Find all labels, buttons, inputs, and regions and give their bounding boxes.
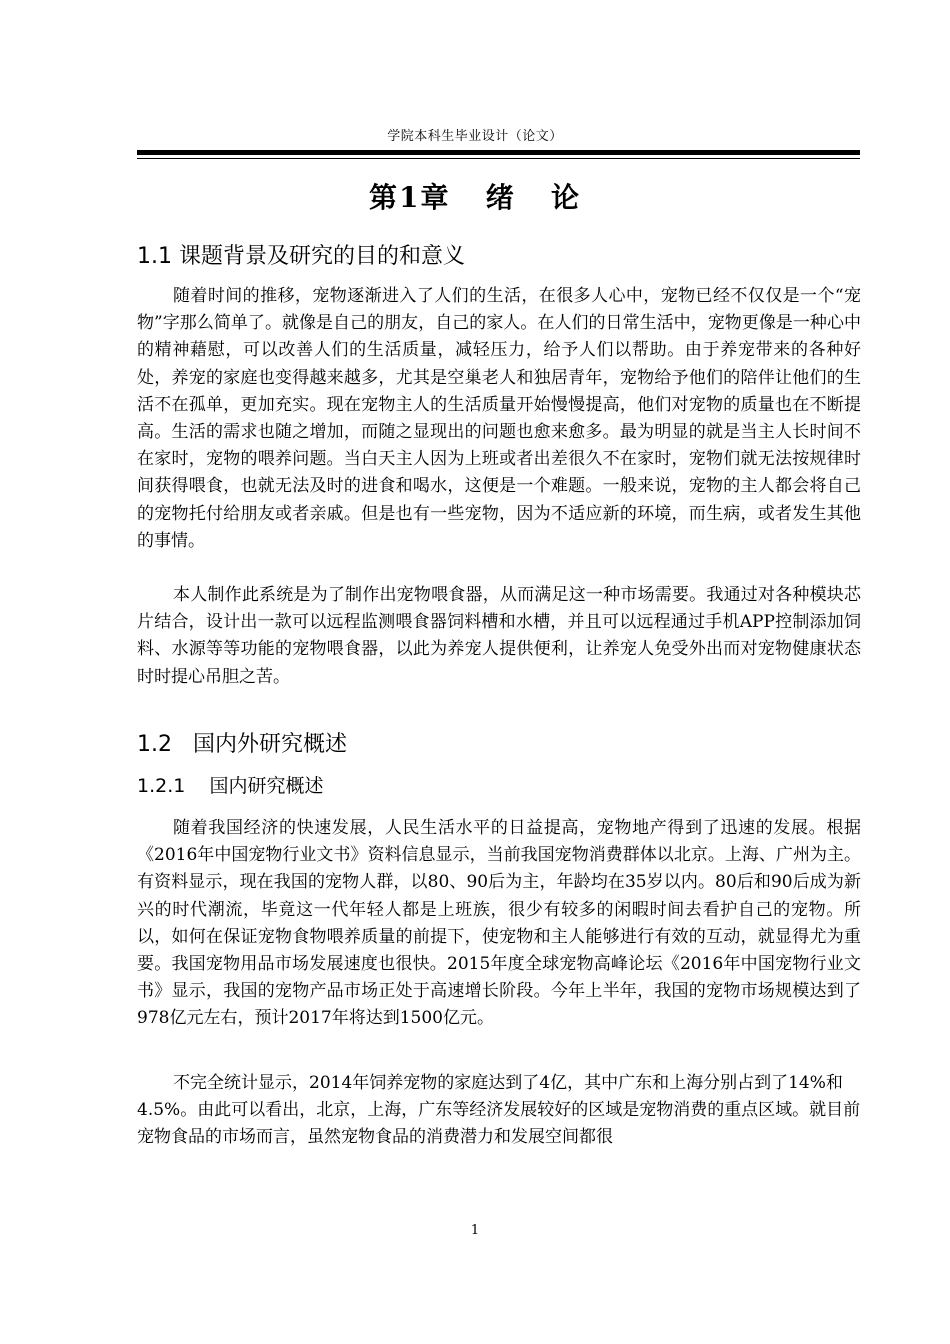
section-heading-1-2: 1.2 国内外研究概述: [137, 732, 347, 757]
paragraph-domestic-market: 随着我国经济的快速发展，人民生活水平的日益提高，宠物地产得到了迅速的发展。根据《2016年中国宠物行业文书》资料信息显示，当前我国宠物消费群体以北京。上海、广州为主。有资料显示，现在我国的宠物人群，以80、90后为主，年龄均在35岁以内。80后和90后成为新兴的时代潮流，毕竟这一代年轻人都是上班族，很少有较多的闲暇时间去看护自己的宠物。所以，如何在保证宠物食物喂养质量的前提下，使宠物和主人能够进行有效的互动，就显得尤为重要。我国宠物用品市场发展速度也很快。2015年度全球宠物高峰论坛《2016年中国宠物行业文书》显示，我国的宠物产品市场正处于高速增长阶段。今年上半年，我国的宠物市场规模达到了978亿元左右，预计2017年将达到1500亿元。: [137, 818, 861, 1029]
paragraph-purpose: 本人制作此系统是为了制作出宠物喂食器，从而满足这一种市场需要。我通过对各种模块芯片结合，设计出一款可以远程监测喂食器饲料槽和水槽，并且可以远程通过手机APP控制添加饲料、水源等等功能的宠物喂食器，以此为养宠人提供便利，让养宠人免受外出而对宠物健康状态时时提心吊胆之苦。: [137, 585, 861, 687]
page-number: 1: [470, 1223, 480, 1238]
header-rule-thin: [137, 158, 860, 159]
chapter-title: 第1章 绪 论: [369, 181, 581, 214]
subsection-heading-1-2-1: 1.2.1 国内研究概述: [137, 775, 324, 797]
header-rule-thick: [137, 150, 860, 155]
paragraph-statistics: 不完全统计显示，2014年饲养宠物的家庭达到了4亿，其中广东和上海分别占到了14%和4.5%。由此可以看出，北京，上海，广东等经济发展较好的区域是宠物消费的重点区域。就目前宠物食品的市场而言，虽然宠物食品的消费潜力和发展空间都很: [137, 1073, 861, 1148]
section-heading-1-1: 1.1 课题背景及研究的目的和意义: [137, 244, 465, 269]
running-head: 学院本科生毕业设计（论文）: [387, 129, 563, 144]
paragraph-background: 随着时间的推移，宠物逐渐进入了人们的生活，在很多人心中，宠物已经不仅仅是一个“宠物”字那么简单了。就像是自己的朋友，自己的家人。在人们的日常生活中，宠物更像是一种心中的精神藉慰，可以改善人们的生活质量，减轻压力，给予人们以帮助。由于养宠带来的各种好处，养宠的家庭也变得越来越多，尤其是空巢老人和独居青年，宠物给予他们的陪伴让他们的生活不在孤单，更加充实。现在宠物主人的生活质量开始慢慢提高，他们对宠物的质量也在不断提高。生活的需求也随之增加，而随之显现出的问题也愈来愈多。最为明显的就是当主人长时间不在家时，宠物的喂养问题。当白天主人因为上班或者出差很久不在家时，宠物们就无法按规律时间获得喂食，也就无法及时的进食和喝水，这便是一个难题。一般来说，宠物的主人都会将自己的宠物托付给朋友或者亲戚。但是也有一些宠物，因为不适应新的环境，而生病，或者发生其他的事情。: [137, 286, 861, 551]
